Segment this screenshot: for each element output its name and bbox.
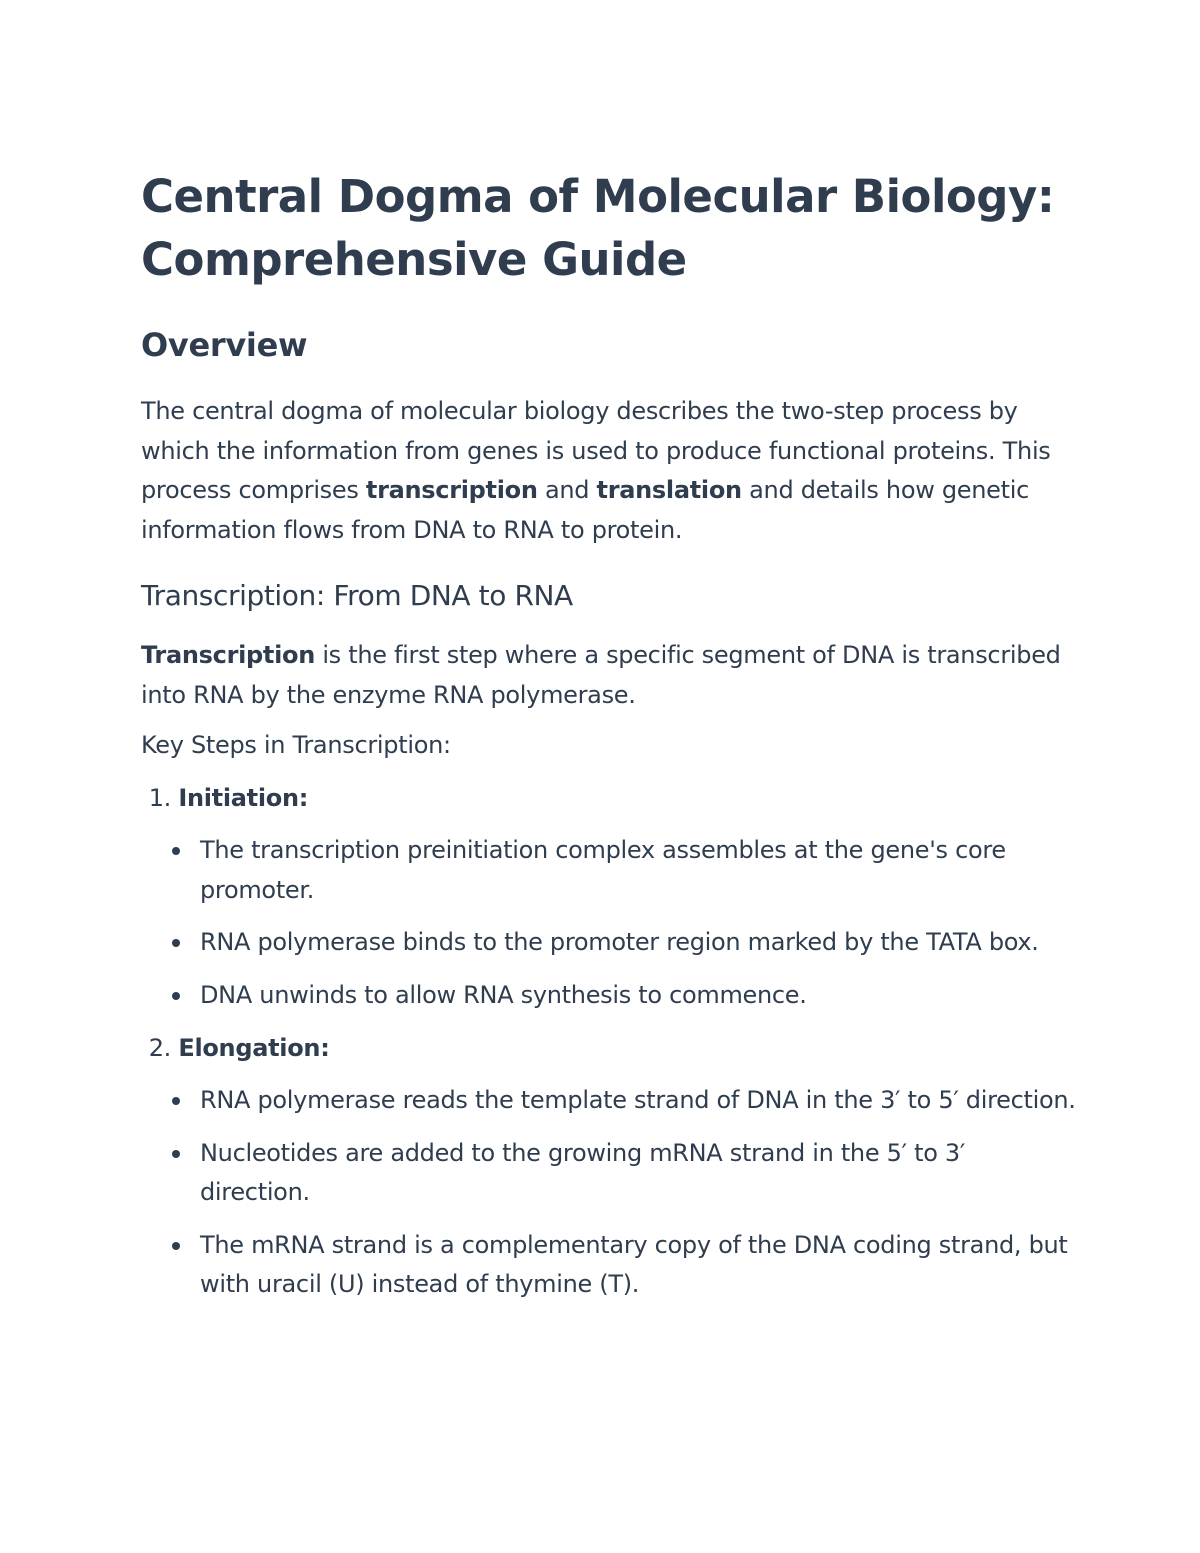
elongation-bullets xyxy=(141,1081,1081,1305)
list-item xyxy=(200,1081,1081,1121)
initiation-bullets xyxy=(141,831,1081,1015)
step-elongation xyxy=(141,1028,1081,1068)
step-number: 2. xyxy=(148,1034,171,1062)
transcription-intro xyxy=(141,636,1081,715)
bullet-icon xyxy=(172,1097,180,1105)
transcription-heading: Transcription: From DNA to RNA xyxy=(141,579,573,612)
document-title xyxy=(141,165,1081,291)
list-item xyxy=(200,1134,1081,1213)
title-line-1: Central Dogma of Molecular Biology: xyxy=(141,170,1055,223)
step-title: Initiation: xyxy=(178,784,309,812)
bullet-icon xyxy=(172,1150,180,1158)
bullet-icon xyxy=(172,1242,180,1250)
transcription-intro-bold: Transcription xyxy=(141,641,315,669)
step-title: Elongation: xyxy=(178,1034,330,1062)
list-item-text: The mRNA strand is a complementary copy of the DNA coding strand, but with uracil (U) instead of thymine (T). xyxy=(200,1230,1068,1298)
overview-text-3: and details how genetic information flows from DNA to RNA to protein. xyxy=(141,476,1030,544)
bullet-icon xyxy=(172,939,180,947)
document-page xyxy=(141,165,1081,1305)
bullet-icon xyxy=(172,847,180,855)
list-item-text: DNA unwinds to allow RNA synthesis to commence. xyxy=(200,980,807,1009)
overview-text-2: and xyxy=(537,476,597,504)
transcription-intro-text: is the first step where a specific segment of DNA is transcribed into RNA by the enzyme RNA polymerase. xyxy=(141,641,1061,709)
overview-text-1: The central dogma of molecular biology describes the two-step process by which the information from genes is used to produce functional proteins. This process comprises xyxy=(141,397,1051,504)
list-item xyxy=(200,976,1081,1016)
step-initiation xyxy=(141,778,1081,818)
list-item xyxy=(200,1226,1081,1305)
bullet-icon xyxy=(172,992,180,1000)
list-item xyxy=(200,831,1081,910)
step-number: 1. xyxy=(148,784,171,812)
overview-heading: Overview xyxy=(141,326,308,364)
list-item xyxy=(200,923,1081,963)
list-item-text: The transcription preinitiation complex assembles at the gene's core promoter. xyxy=(200,836,1006,904)
overview-bold-transcription: transcription xyxy=(365,476,538,504)
overview-paragraph xyxy=(141,392,1081,550)
list-item-text: RNA polymerase binds to the promoter region marked by the TATA box. xyxy=(200,928,1039,956)
overview-bold-translation: translation xyxy=(596,476,742,504)
title-line-2: Comprehensive Guide xyxy=(141,233,687,286)
key-steps-label: Key Steps in Transcription: xyxy=(141,731,451,759)
list-item-text: RNA polymerase reads the template strand of DNA in the 3′ to 5′ direction. xyxy=(200,1086,1076,1114)
list-item-text: Nucleotides are added to the growing mRNA strand in the 5′ to 3′ direction. xyxy=(200,1138,966,1206)
